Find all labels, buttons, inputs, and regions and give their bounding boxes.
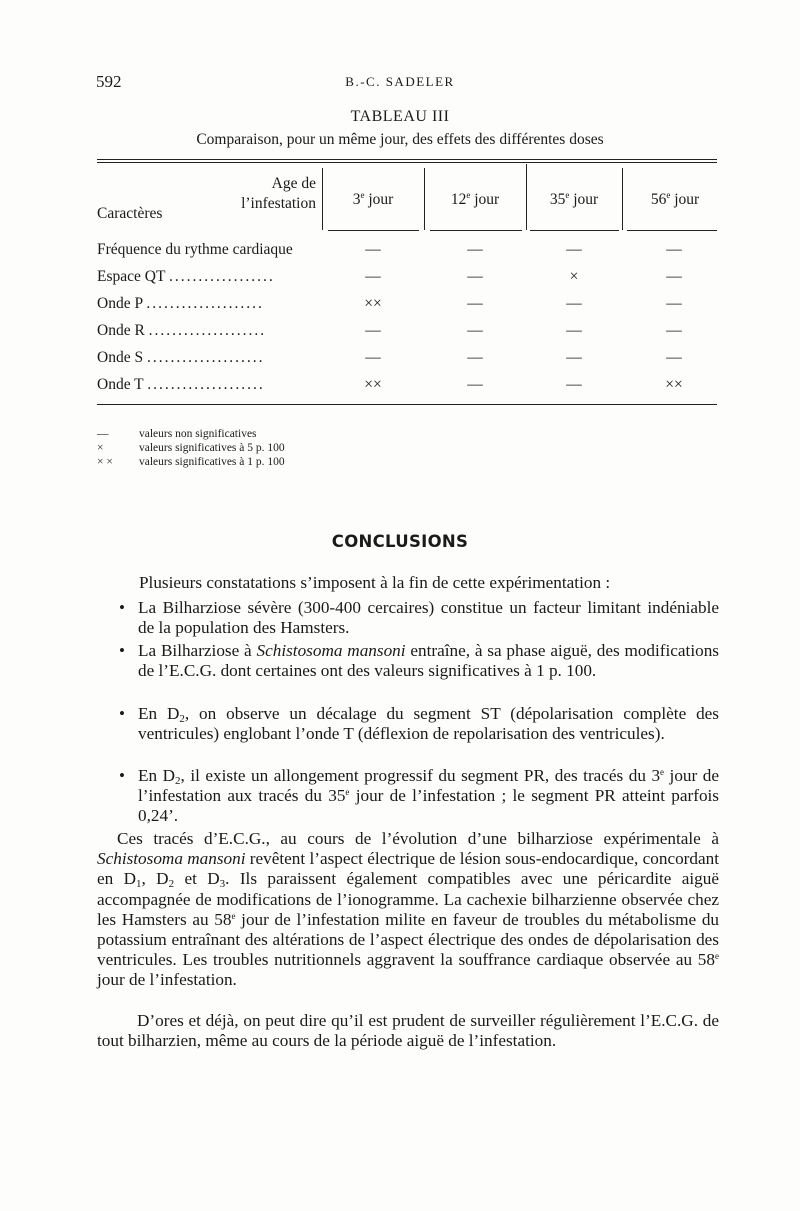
age-header-line1: Age de — [271, 175, 316, 192]
table-row — [97, 322, 717, 348]
cell: — — [365, 268, 381, 285]
row-label: Espace QT .................. — [97, 268, 275, 285]
legend-item: × × valeurs significatives à 1 p. 100 — [97, 456, 285, 468]
row-label: Onde R .................... — [97, 322, 267, 339]
cell: — — [666, 349, 682, 366]
cell: ×× — [364, 376, 382, 393]
cell: — — [467, 241, 483, 258]
cell: — — [566, 376, 582, 393]
table-caption: Comparaison, pour un même jour, des effets des différentes doses — [196, 131, 604, 148]
column-header-3: 3e jour — [352, 190, 394, 208]
cell: — — [566, 322, 582, 339]
cell: — — [566, 349, 582, 366]
cell: — — [666, 322, 682, 339]
cell: × — [569, 268, 579, 285]
column-header-35: 35e jour — [549, 190, 599, 208]
paragraph-ecg-traces: Ces tracés d’E.C.G., au cours de l’évolution d’une bilharziose expérimentale à Schistosoma mansoni revêtent l’aspect électrique de lésion sous-endocardique, concordant en $D_1$, $D_2$ et $D_3$. Ils paraissent également compatibles avec une péricardite aiguë accompagnée de modifications de l’ionogramme. La cachexie bilharzienne observée chez les Hamsters au 58e jour de l’infestation milite en faveur de troubles du métabolisme du potassium entraînant des altérations de l’aspect électrique des ondes de dépolarisation des ventricules. Les troubles nutritionnels aggravent la souffrance cardiaque observée au 58e jour de l’infestation. — [97, 829, 720, 990]
legend-item: — valeurs non significatives — [97, 428, 257, 440]
conclusion-bullet-2: • La Bilharziose à Schistosoma mansoni entraîne, à sa phase aiguë, des modifications de l’E.C.G. dont certaines ont des valeurs significatives à 1 p. 100. — [138, 641, 719, 681]
table-row — [97, 268, 717, 294]
cell: — — [566, 295, 582, 312]
table-row — [97, 376, 717, 402]
column-header-12: 12e jour — [450, 190, 500, 208]
table-row — [97, 241, 717, 267]
row-label: Fréquence du rythme cardiaque — [97, 241, 293, 258]
cell: ×× — [364, 295, 382, 312]
cell: — — [467, 295, 483, 312]
cell: — — [666, 268, 682, 285]
cell: — — [365, 241, 381, 258]
column-header-56: 56e jour — [650, 190, 700, 208]
row-header: Caractères — [97, 205, 163, 222]
conclusions-heading: CONCLUSIONS — [331, 532, 469, 551]
cell: — — [365, 349, 381, 366]
cell: — — [467, 376, 483, 393]
cell: — — [467, 268, 483, 285]
cell: ×× — [665, 376, 683, 393]
cell: — — [365, 322, 381, 339]
row-label: Onde T .................... — [97, 376, 265, 393]
legend-item: × valeurs significatives à 5 p. 100 — [97, 442, 285, 454]
age-header — [241, 174, 316, 214]
table-legend — [97, 427, 285, 469]
cell: — — [467, 349, 483, 366]
table-title: TABLEAU III — [350, 108, 450, 125]
cell: — — [666, 241, 682, 258]
table-row — [97, 349, 717, 375]
paragraph-recommendation: D’ores et déjà, on peut dire qu’il est prudent de surveiller régulièrement l’E.C.G. de tout bilharzien, même au cours de la période aiguë de l’infestation. — [97, 1011, 719, 1051]
page-number: 592 — [96, 72, 122, 91]
row-label: Onde P .................... — [97, 295, 264, 312]
conclusions-intro: Plusieurs constatations s’imposent à la fin de cette expérimentation : — [139, 573, 611, 592]
conclusion-bullet-4: • En $D_2$, il existe un allongement progressif du segment PR, des tracés du 3e jour de l’infestation aux tracés du 35e jour de l’infestation ; le segment PR atteint parfois 0,24’. — [138, 766, 719, 827]
cell: — — [566, 241, 582, 258]
conclusion-bullet-1: • La Bilharziose sévère (300-400 cercaires) constitue un facteur limitant indéniable de la population des Hamsters. — [138, 598, 719, 638]
cell: — — [467, 322, 483, 339]
table-row — [97, 295, 717, 321]
conclusion-bullet-3: • En $D_2$, on observe un décalage du segment ST (dépolarisation complète des ventricules) englobant l’onde T (déflexion de repolarisation des ventricules). — [138, 704, 719, 744]
cell: — — [666, 295, 682, 312]
row-label: Onde S .................... — [97, 349, 265, 366]
running-head: B.-C. SADELER — [345, 74, 455, 89]
age-header-line2: l’infestation — [241, 195, 316, 212]
